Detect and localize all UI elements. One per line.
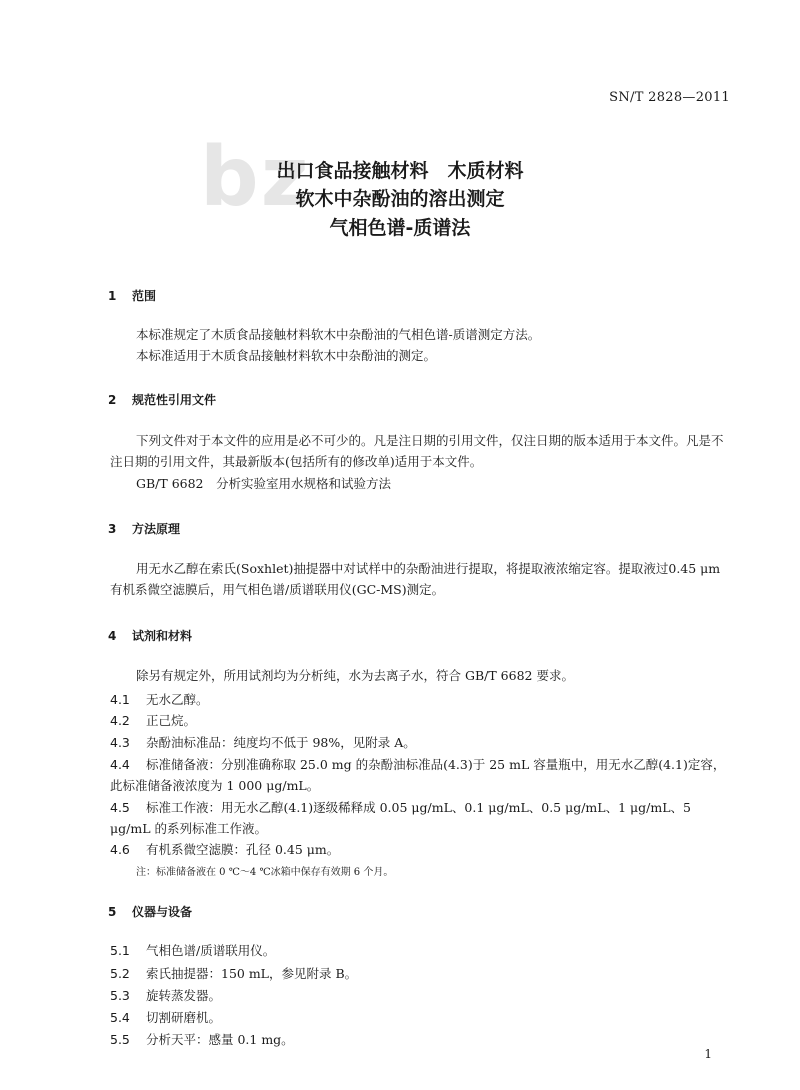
- section-title: 方法原理: [132, 522, 181, 536]
- section-number: 3: [108, 522, 117, 536]
- storage-note: 注：标准储备液在 0 ℃～4 ℃冰箱中保存有效期 6 个月。: [136, 867, 394, 878]
- watermark: bz: [200, 130, 311, 225]
- item-number: 4.1: [110, 692, 130, 707]
- list-item: [110, 690, 209, 708]
- section-heading-normative-references: [108, 391, 216, 408]
- page-title-line-1: 出口食品接触材料 木质材料: [276, 160, 524, 182]
- page-title-line-3: 气相色谱-质谱法: [329, 217, 471, 239]
- section-title: 规范性引用文件: [132, 393, 217, 407]
- item-text: 标准储备液：分别准确称取 25.0 mg 的杂酚油标准品(4.3)于 25 mL 容量瓶中，用无水乙醇(4.1)定容，此标准储备液浓度为 1 000 μg/mL。: [110, 757, 726, 793]
- list-item: [110, 941, 275, 959]
- list-item: [110, 1030, 294, 1048]
- list-item: [110, 797, 728, 839]
- section-number: 4: [108, 629, 117, 643]
- item-text: 气相色谱/质谱联用仪。: [146, 943, 276, 958]
- item-number: 4.5: [110, 800, 130, 815]
- list-item: [110, 733, 416, 751]
- item-text: 标准工作液：用无水乙醇(4.1)逐级稀释成 0.05 μg/mL、0.1 μg/mL、0.5 μg/mL、1 μg/mL、5 μg/mL 的系列标准工作液。: [110, 800, 691, 836]
- item-number: 4.3: [110, 735, 130, 750]
- item-text: 旋转蒸发器。: [146, 988, 222, 1003]
- principle-paragraph: 用无水乙醇在索氏(Soxhlet)抽提器中对试样中的杂酚油进行提取，将提取液浓缩定容。提取液过0.45 μm 有机系微空滤膜后，用气相色谱/质谱联用仪(GC-MS)测定。: [110, 561, 721, 597]
- scope-line-2: 本标准适用于木质食品接触材料软木中杂酚油的测定。: [136, 348, 437, 363]
- document-number: SN/T 2828—2011: [609, 90, 730, 105]
- section-title: 范围: [132, 289, 157, 303]
- section-number: 1: [108, 289, 117, 303]
- item-text: 索氏抽提器：150 mL，参见附录 B。: [146, 966, 358, 981]
- list-item: [110, 754, 728, 796]
- item-number: 5.1: [110, 943, 130, 958]
- list-item: [110, 711, 196, 729]
- section-title: 试剂和材料: [132, 629, 193, 643]
- item-number: 4.4: [110, 757, 130, 772]
- page-number: 1: [704, 1047, 712, 1061]
- reagents-intro: 除另有规定外，所用试剂均为分析纯，水为去离子水，符合 GB/T 6682 要求。: [136, 668, 574, 683]
- item-text: 无水乙醇。: [146, 692, 209, 707]
- item-number: 5.2: [110, 966, 130, 981]
- list-item: [110, 1008, 221, 1026]
- item-text: 有机系微空滤膜：孔径 0.45 μm。: [146, 842, 340, 857]
- scope-line-1: 本标准规定了木质食品接触材料软木中杂酚油的气相色谱-质谱测定方法。: [136, 327, 541, 342]
- item-number: 4.6: [110, 842, 130, 857]
- item-number: 5.3: [110, 988, 130, 1003]
- section-number: 2: [108, 393, 117, 407]
- item-text: 杂酚油标准品：纯度均不低于 98%，见附录 A。: [146, 735, 416, 750]
- section-heading-apparatus: [108, 903, 192, 920]
- section-heading-reagents: [108, 627, 192, 644]
- section-title: 仪器与设备: [132, 905, 193, 919]
- item-number: 5.4: [110, 1010, 130, 1025]
- references-paragraph: 下列文件对于本文件的应用是必不可少的。凡是注日期的引用文件，仅注日期的版本适用于本文件。凡是不注日期的引用文件，其最新版本(包括所有的修改单)适用于本文件。: [110, 433, 724, 469]
- item-text: 切割研磨机。: [146, 1010, 222, 1025]
- section-number: 5: [108, 905, 117, 919]
- list-item: [110, 986, 221, 1004]
- item-text: 分析天平：感量 0.1 mg。: [146, 1032, 294, 1047]
- reference-gbt-6682: GB/T 6682 分析实验室用水规格和试验方法: [136, 476, 392, 491]
- item-text: 正己烷。: [146, 713, 197, 728]
- list-item: [110, 840, 339, 858]
- item-number: 5.5: [110, 1032, 130, 1047]
- section-heading-principle: [108, 520, 180, 537]
- section-heading-scope: [108, 287, 156, 304]
- item-number: 4.2: [110, 713, 130, 728]
- list-item: [110, 964, 357, 982]
- page-title-line-2: 软木中杂酚油的溶出测定: [295, 188, 505, 210]
